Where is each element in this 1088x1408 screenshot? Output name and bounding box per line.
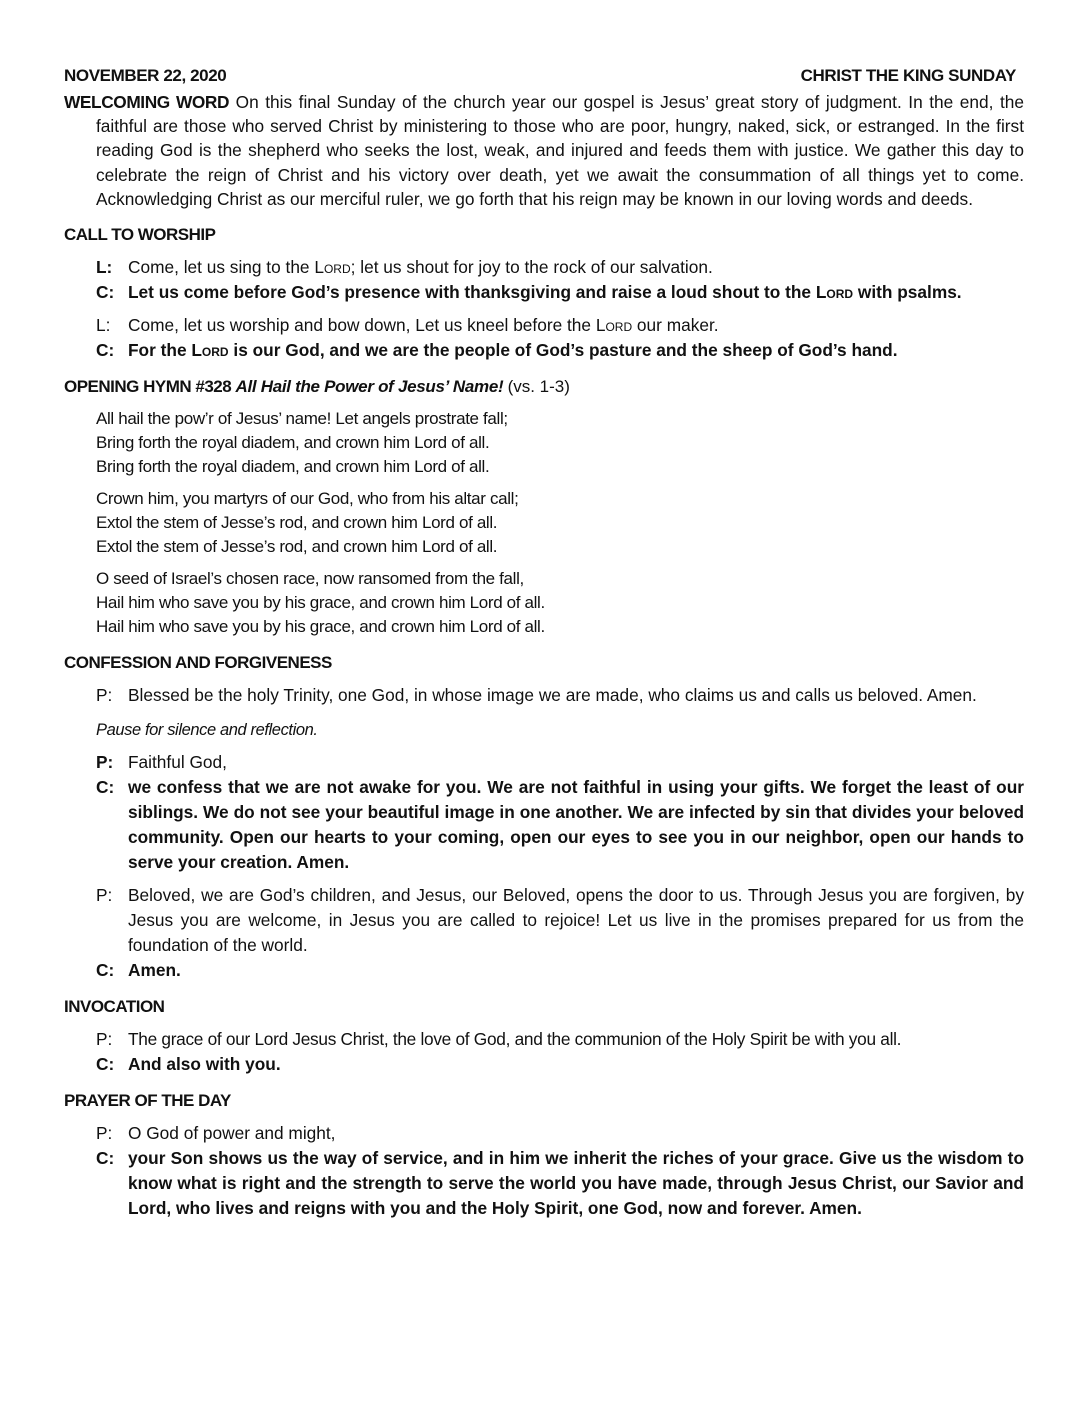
service-occasion: CHRIST THE KING SUNDAY <box>800 66 1016 85</box>
confession-prayer <box>64 750 1024 875</box>
text-part: with psalms. <box>853 282 962 303</box>
litany-text: Faithful God, <box>128 752 227 773</box>
litany-text: The grace of our Lord Jesus Christ, the love of God, and the communion of the Holy Spirit be with you all. <box>128 1029 902 1050</box>
hymn-stanza <box>96 567 1024 639</box>
litany-text <box>128 255 1024 280</box>
litany-line <box>64 313 1024 338</box>
speaker-label: P: <box>96 1123 113 1144</box>
prayer-of-the-day-exchange <box>64 1121 1024 1221</box>
speaker-label: P: <box>96 885 113 906</box>
text-part: our maker. <box>632 315 719 336</box>
hymn-number: OPENING HYMN #328 <box>64 377 232 397</box>
bulletin-page <box>64 64 1024 1221</box>
call-to-worship-exchange-1 <box>64 255 1024 305</box>
speaker-label: P: <box>96 752 114 773</box>
welcoming-word-text: On this final Sunday of the church year our gospel is Jesus’ great story of judgment. In the end, the faithful are those who served Christ by ministering to those who are poor, hungry, naked, sick, or estranged. In the first reading God is the shepherd who seeks the lost, weak, and injured and feeds them with justice. We gather this day to celebrate the reign of Christ and his victory over death, yet we await the consummation of all things yet to come. Acknowledging Christ as our merciful ruler, we go forth that his reign may be known in our loving words and deeds. <box>96 92 1024 209</box>
confession-opening <box>64 683 1024 708</box>
litany-line <box>64 280 1024 305</box>
hymn-line: All hail the pow’r of Jesus’ name! Let angels prostrate fall; <box>96 409 508 429</box>
text-part: is our God, and we are the people of God’s pasture and the sheep of God’s hand. <box>228 340 898 361</box>
section-heading-opening-hymn <box>64 375 1024 399</box>
section-heading-prayer-of-the-day: PRAYER OF THE DAY <box>64 1091 231 1111</box>
litany-line <box>64 775 1024 875</box>
lord-smallcaps: Lord <box>595 315 633 336</box>
litany-line <box>64 338 1024 363</box>
hymn-line: Bring forth the royal diadem, and crown him Lord of all. <box>96 433 490 453</box>
litany-text <box>128 313 1024 338</box>
litany-line <box>64 1027 1024 1052</box>
litany-line <box>64 1121 1024 1146</box>
speaker-label: C: <box>96 777 115 798</box>
speaker-label: C: <box>96 282 115 303</box>
section-heading-call-to-worship: CALL TO WORSHIP <box>64 225 216 245</box>
text-part: ; let us shout for joy to the rock of our salvation. <box>350 257 713 278</box>
section-heading-invocation: INVOCATION <box>64 997 165 1017</box>
litany-line <box>64 958 1024 983</box>
hymn-line: Hail him who save you by his grace, and crown him Lord of all. <box>96 593 545 613</box>
speaker-label: P: <box>96 685 113 706</box>
section-heading-confession: CONFESSION AND FORGIVENESS <box>64 653 332 673</box>
hymn-line: Bring forth the royal diadem, and crown him Lord of all. <box>96 457 490 477</box>
service-date: NOVEMBER 22, 2020 <box>64 66 227 85</box>
speaker-label: L: <box>96 315 111 336</box>
litany-text: Beloved, we are God’s children, and Jesus, our Beloved, opens the door to us. Through Jesus you are forgiven, by Jesus you are welcome, in Jesus you are called to rejoice! Let us live in the promises prepared for us from the foundation of the world. <box>128 885 1024 956</box>
litany-line <box>64 1146 1024 1221</box>
hymn-line: O seed of Israel’s chosen race, now ransomed from the fall, <box>96 569 524 589</box>
speaker-label: C: <box>96 960 115 981</box>
hymn-line: Hail him who save you by his grace, and crown him Lord of all. <box>96 617 545 637</box>
litany-line <box>64 1052 1024 1077</box>
hymn-stanza <box>96 407 1024 479</box>
hymn-stanza <box>96 487 1024 559</box>
litany-text: Blessed be the holy Trinity, one God, in whose image we are made, who claims us and calls us beloved. Amen. <box>128 685 977 706</box>
litany-text <box>128 338 1024 363</box>
hymn-verses: (vs. 1-3) <box>507 377 570 397</box>
litany-text: O God of power and might, <box>128 1123 336 1144</box>
speaker-label: L: <box>96 257 113 278</box>
lord-smallcaps: Lord <box>314 257 351 278</box>
litany-line <box>64 255 1024 280</box>
rubric: Pause for silence and reflection. <box>96 721 318 740</box>
litany-text: Amen. <box>128 960 181 981</box>
invocation-exchange <box>64 1027 1024 1077</box>
text-part: Let us come before God’s presence with thanksgiving and raise a loud shout to the <box>128 282 816 303</box>
speaker-label: C: <box>96 1148 115 1169</box>
lord-smallcaps: Lord <box>191 340 229 361</box>
litany-text <box>128 280 1024 305</box>
call-to-worship-exchange-2 <box>64 313 1024 363</box>
litany-line <box>64 883 1024 958</box>
welcoming-word <box>64 90 1024 211</box>
hymn-line: Crown him, you martyrs of our God, who from his altar call; <box>96 489 519 509</box>
speaker-label: C: <box>96 340 115 361</box>
litany-text: we confess that we are not awake for you. We are not faithful in using your gifts. We forget the least of our siblings. We do not see your beautiful image in one another. We are infected by sin that divides your beloved community. Open our hearts to your coming, open our eyes to see you in our neighbor, open our hands to serve your creation. Amen. <box>128 777 1024 873</box>
litany-text: And also with you. <box>128 1054 281 1075</box>
lord-smallcaps: Lord <box>815 282 854 303</box>
speaker-label: P: <box>96 1029 113 1050</box>
hymn-line: Extol the stem of Jesse’s rod, and crown him Lord of all. <box>96 537 498 557</box>
forgiveness <box>64 883 1024 983</box>
hymn-title: All Hail the Power of Jesus’ Name! <box>235 377 504 397</box>
litany-line <box>64 750 1024 775</box>
text-part: For the <box>128 340 192 361</box>
speaker-label: C: <box>96 1054 115 1075</box>
welcoming-word-label: WELCOMING WORD <box>64 92 230 112</box>
litany-text: your Son shows us the way of service, and in him we inherit the riches of your grace. Give us the wisdom to know what is right and the strength to serve the world you have made, through Jesus Christ, our Savior and Lord, who lives and reigns with you and the Holy Spirit, one God, now and forever. Amen. <box>128 1148 1024 1219</box>
text-part: Come, let us worship and bow down, Let us kneel before the <box>128 315 596 336</box>
litany-line <box>64 683 1024 708</box>
text-part: Come, let us sing to the <box>128 257 315 278</box>
hymn-line: Extol the stem of Jesse’s rod, and crown him Lord of all. <box>96 513 498 533</box>
page-header <box>64 64 1024 88</box>
